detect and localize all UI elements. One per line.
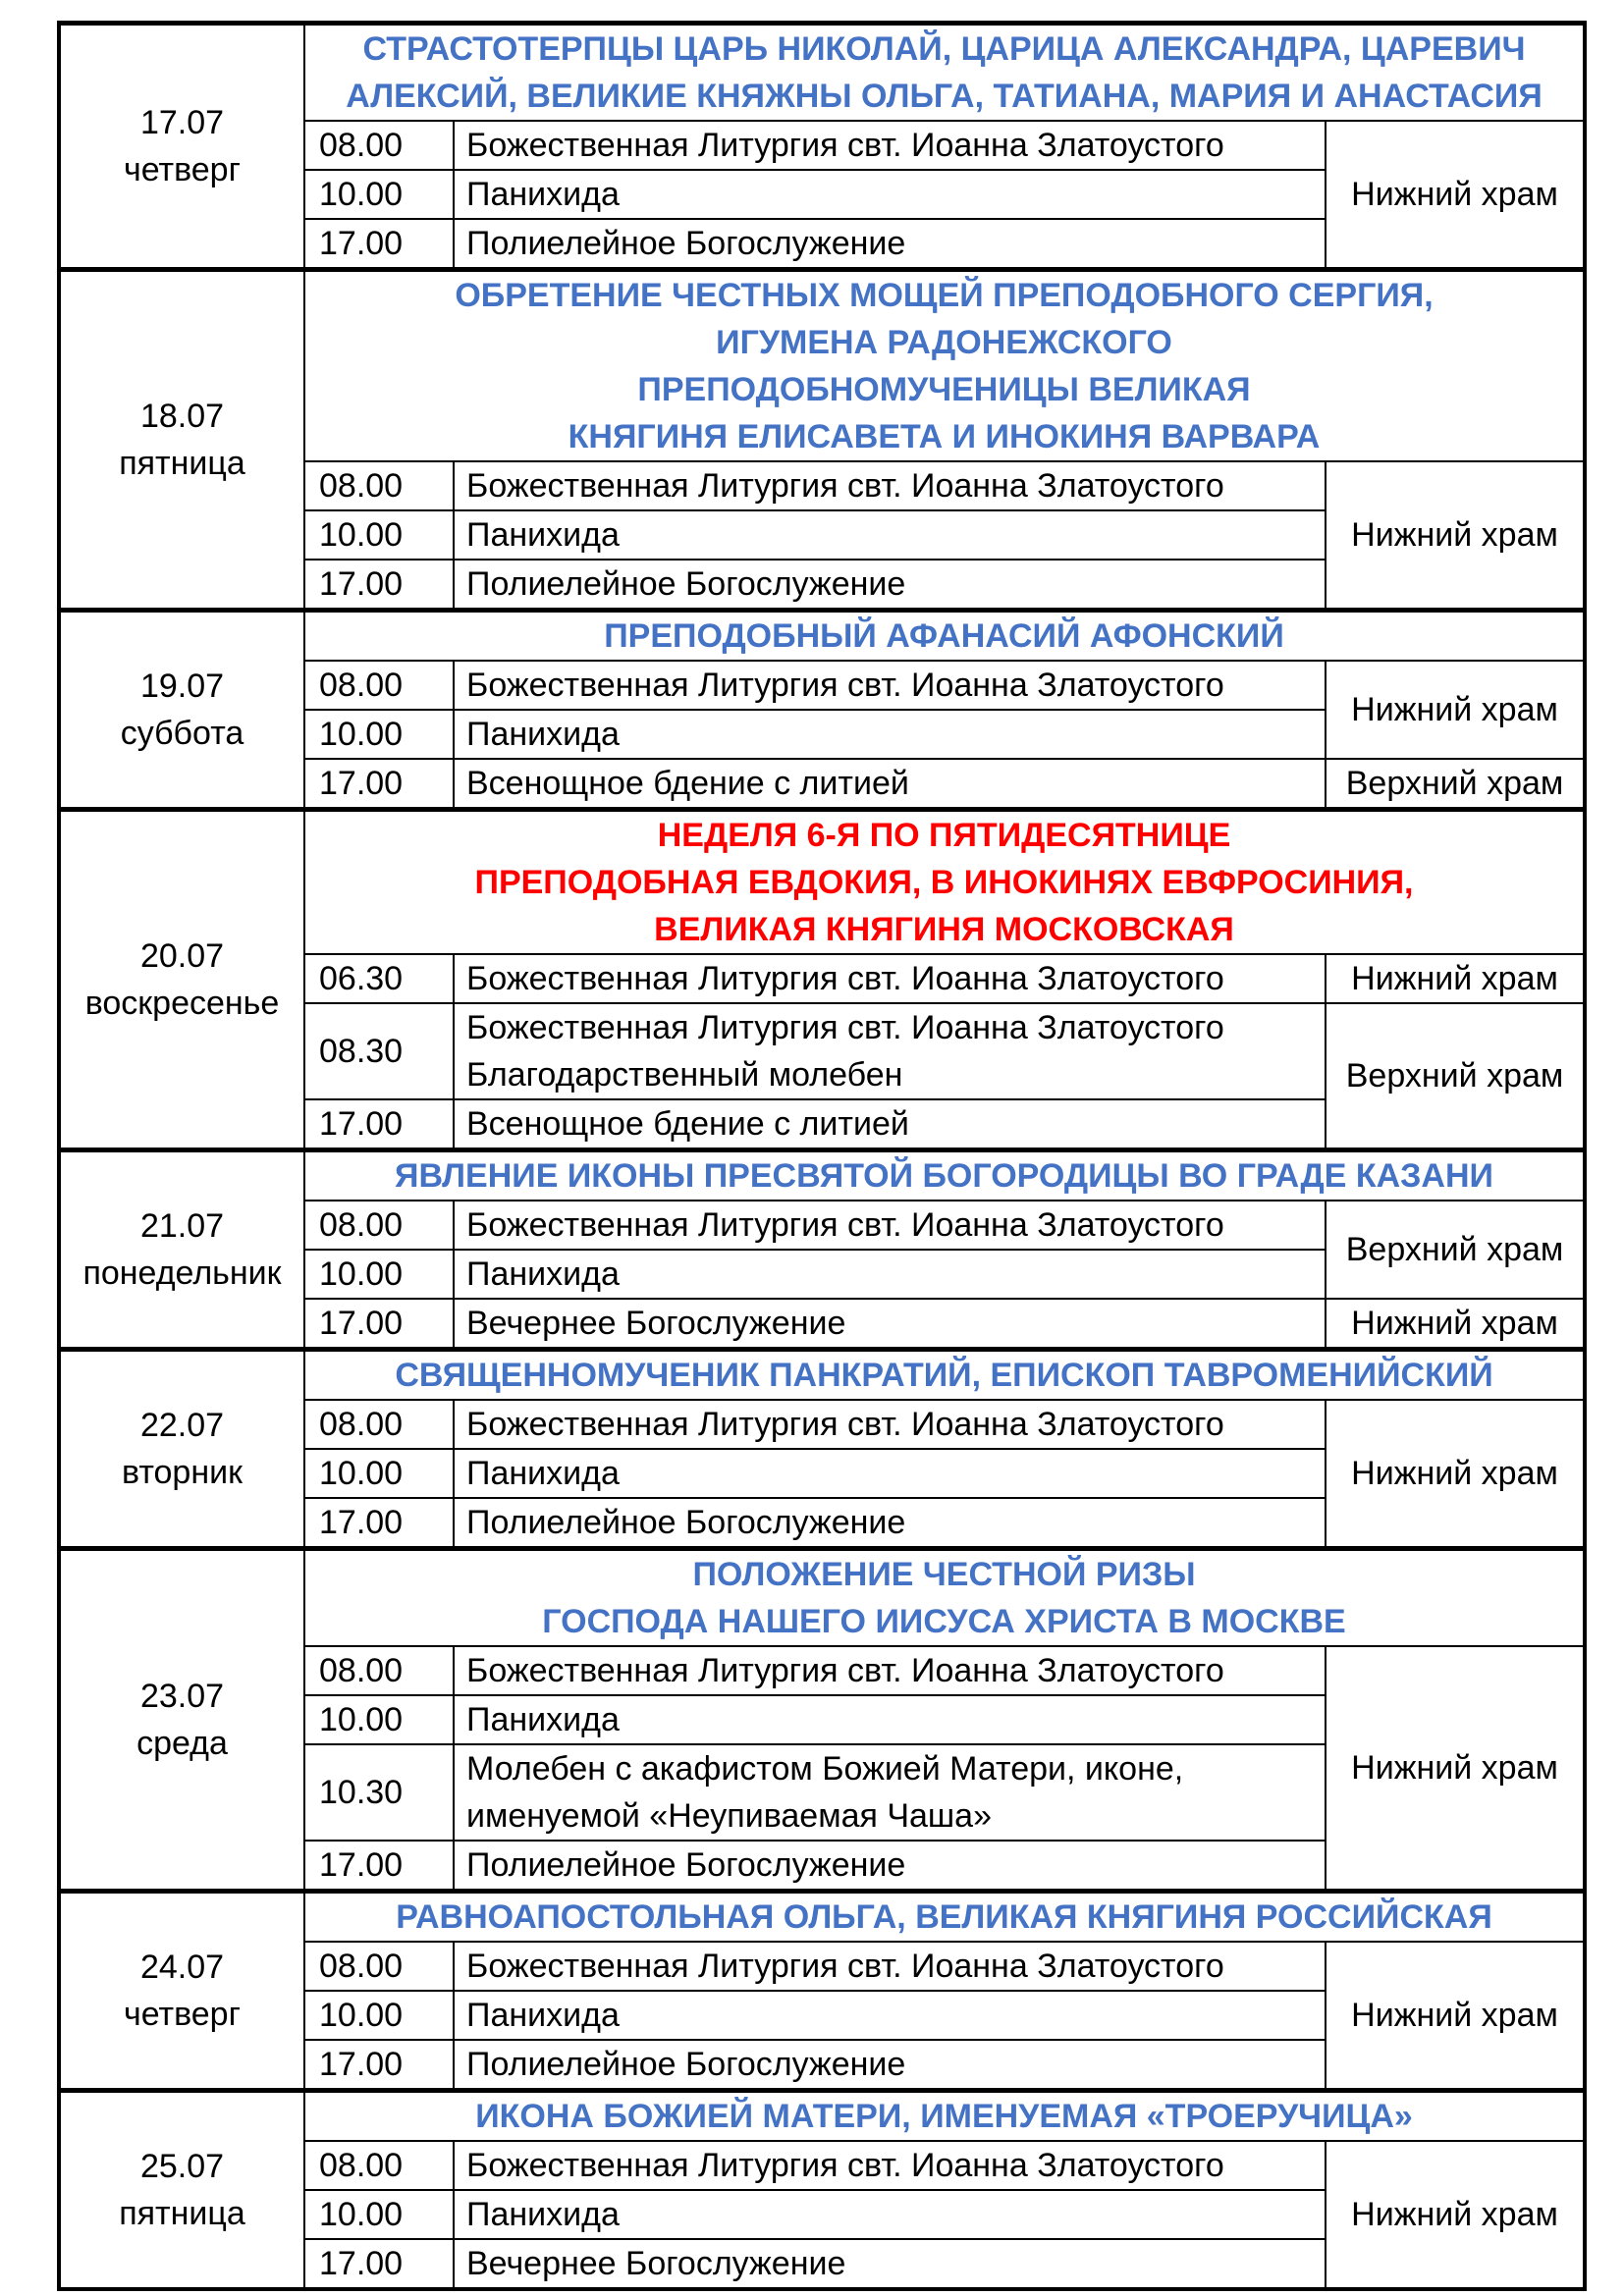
day-date: 20.07 <box>139 937 225 975</box>
service-name <box>454 661 1326 710</box>
service-name <box>454 954 1326 1003</box>
service-location: Верхний храм <box>1326 1201 1585 1299</box>
service-time: 10.00 <box>304 1991 454 2040</box>
day-date: 21.07 <box>139 1207 225 1245</box>
day-header-row <box>59 1350 1585 1401</box>
feast-title-line: ОБРЕТЕНИЕ ЧЕСТНЫХ МОЩЕЙ ПРЕПОДОБНОГО СЕРГИЯ, <box>455 277 1434 314</box>
service-time: 08.00 <box>304 661 454 710</box>
service-location: Нижний храм <box>1326 1299 1585 1350</box>
service-name-line: Вечернее Богослужение <box>466 2245 846 2282</box>
feast-title <box>304 1892 1585 1943</box>
day-date-cell <box>59 611 304 810</box>
feast-title <box>304 24 1585 122</box>
day-date: 17.07 <box>139 104 225 141</box>
day-header-row <box>59 2091 1585 2142</box>
service-time: 10.00 <box>304 1449 454 1498</box>
day-weekday: пятница <box>119 2195 245 2232</box>
day-header-row <box>59 810 1585 955</box>
service-name <box>454 560 1326 611</box>
service-time: 08.00 <box>304 1646 454 1695</box>
service-name <box>454 1646 1326 1695</box>
service-time: 10.00 <box>304 1695 454 1744</box>
service-name <box>454 1250 1326 1299</box>
day-weekday: среда <box>136 1725 228 1762</box>
service-name <box>454 1942 1326 1991</box>
day-header-row <box>59 1892 1585 1943</box>
service-time: 17.00 <box>304 1299 454 1350</box>
day-date: 24.07 <box>139 1949 225 1986</box>
service-location: Нижний храм <box>1326 1400 1585 1549</box>
feast-title-line: АЛЕКСИЙ, ВЕЛИКИЕ КНЯЖНЫ ОЛЬГА, ТАТИАНА, МАРИЯ И АНАСТАСИЯ <box>346 78 1543 115</box>
service-name-line: Божественная Литургия свт. Иоанна Златоустого <box>466 467 1224 505</box>
service-name <box>454 710 1326 759</box>
service-time: 17.00 <box>304 759 454 810</box>
service-name-line: Божественная Литургия свт. Иоанна Златоустого <box>466 1652 1224 1689</box>
feast-title <box>304 810 1585 955</box>
feast-title-line: ЯВЛЕНИЕ ИКОНЫ ПРЕСВЯТОЙ БОГОРОДИЦЫ ВО ГРАДЕ КАЗАНИ <box>395 1157 1493 1195</box>
service-name <box>454 1003 1326 1099</box>
service-time: 08.00 <box>304 2141 454 2190</box>
day-date: 18.07 <box>139 398 225 435</box>
service-time: 08.00 <box>304 461 454 510</box>
feast-title <box>304 270 1585 462</box>
service-name <box>454 170 1326 219</box>
feast-title <box>304 2091 1585 2142</box>
service-time: 17.00 <box>304 2040 454 2091</box>
service-name-line: Полиелейное Богослужение <box>466 2046 906 2083</box>
service-location: Верхний храм <box>1326 759 1585 810</box>
feast-title-line: ИКОНА БОЖИЕЙ МАТЕРИ, ИМЕНУЕМАЯ «ТРОЕРУЧИЦА» <box>475 2098 1413 2135</box>
service-location: Нижний храм <box>1326 661 1585 759</box>
service-name <box>454 1498 1326 1549</box>
service-name-line: Панихида <box>466 2196 620 2233</box>
service-name-line: Панихида <box>466 1455 620 1492</box>
service-name <box>454 2239 1326 2289</box>
service-time: 08.00 <box>304 1942 454 1991</box>
feast-title-line: ПРЕПОДОБНОМУЧЕНИЦЫ ВЕЛИКАЯ <box>637 371 1251 408</box>
day-weekday: пятница <box>119 445 245 482</box>
service-time: 17.00 <box>304 2239 454 2289</box>
day-date: 25.07 <box>139 2148 225 2185</box>
service-name-line: Божественная Литургия свт. Иоанна Златоустого <box>466 1948 1224 1985</box>
service-name-line: именуемой «Неупиваемая Чаша» <box>466 1797 993 1835</box>
day-weekday: суббота <box>120 715 244 752</box>
service-name-line: Панихида <box>466 1997 620 2034</box>
service-name <box>454 1991 1326 2040</box>
service-name-line: Панихида <box>466 176 620 213</box>
service-location: Нижний храм <box>1326 1646 1585 1892</box>
feast-title <box>304 1150 1585 1201</box>
service-name-line: Божественная Литургия свт. Иоанна Златоустого <box>466 667 1224 704</box>
service-name-line: Полиелейное Богослужение <box>466 565 906 603</box>
service-name <box>454 759 1326 810</box>
day-date: 22.07 <box>139 1407 225 1444</box>
service-name <box>454 121 1326 170</box>
feast-title <box>304 611 1585 662</box>
service-time: 10.00 <box>304 710 454 759</box>
service-name-line: Панихида <box>466 1701 620 1738</box>
day-weekday: четверг <box>124 151 241 188</box>
day-date-cell <box>59 1892 304 2091</box>
day-weekday: четверг <box>124 1996 241 2033</box>
service-name-line: Божественная Литургия свт. Иоанна Златоустого <box>466 1206 1224 1244</box>
day-header-row <box>59 1150 1585 1201</box>
day-date-cell <box>59 2091 304 2290</box>
service-name <box>454 1400 1326 1449</box>
service-name-line: Полиелейное Богослужение <box>466 225 906 262</box>
day-date-cell <box>59 270 304 611</box>
service-name-line: Панихида <box>466 716 620 753</box>
service-time: 10.00 <box>304 1250 454 1299</box>
service-name <box>454 1201 1326 1250</box>
service-name-line: Божественная Литургия свт. Иоанна Златоустого <box>466 1009 1224 1046</box>
service-time: 17.00 <box>304 1498 454 1549</box>
service-location: Нижний храм <box>1326 461 1585 611</box>
feast-title-line: НЕДЕЛЯ 6-Я ПО ПЯТИДЕСЯТНИЦЕ <box>657 817 1231 854</box>
day-header-row <box>59 24 1585 122</box>
service-name <box>454 2190 1326 2239</box>
service-name <box>454 1449 1326 1498</box>
service-location: Нижний храм <box>1326 2141 1585 2289</box>
service-location: Нижний храм <box>1326 954 1585 1003</box>
service-name <box>454 2040 1326 2091</box>
service-name-line: Полиелейное Богослужение <box>466 1846 906 1884</box>
feast-title-line: ПРЕПОДОБНАЯ ЕВДОКИЯ, В ИНОКИНЯХ ЕВФРОСИНИЯ, <box>474 864 1414 901</box>
service-name-line: Панихида <box>466 516 620 554</box>
service-time: 10.00 <box>304 510 454 560</box>
feast-title-line: СВЯЩЕННОМУЧЕНИК ПАНКРАТИЙ, ЕПИСКОП ТАВРОМЕНИЙСКИЙ <box>395 1357 1493 1394</box>
service-time: 17.00 <box>304 560 454 611</box>
service-name-line: Божественная Литургия свт. Иоанна Златоустого <box>466 2147 1224 2184</box>
service-name <box>454 219 1326 270</box>
day-header-row <box>59 611 1585 662</box>
day-date-cell <box>59 810 304 1150</box>
service-time: 08.00 <box>304 1400 454 1449</box>
feast-title <box>304 1549 1585 1647</box>
service-name-line: Всенощное бдение с литией <box>466 765 909 802</box>
day-date-cell <box>59 1150 304 1350</box>
service-time: 17.00 <box>304 1099 454 1150</box>
day-date: 23.07 <box>139 1678 225 1715</box>
service-name <box>454 510 1326 560</box>
service-name-line: Всенощное бдение с литией <box>466 1105 909 1143</box>
service-name-line: Панихида <box>466 1255 620 1293</box>
day-weekday: вторник <box>122 1454 243 1491</box>
day-weekday: понедельник <box>82 1255 282 1292</box>
service-name <box>454 1695 1326 1744</box>
service-time: 10.00 <box>304 2190 454 2239</box>
feast-title-line: ИГУМЕНА РАДОНЕЖСКОГО <box>716 324 1172 361</box>
feast-title-line: ГОСПОДА НАШЕГО ИИСУСА ХРИСТА В МОСКВЕ <box>542 1603 1346 1640</box>
feast-title <box>304 1350 1585 1401</box>
service-name-line: Молебен с акафистом Божией Матери, иконе, <box>466 1750 1184 1788</box>
day-header-row <box>59 270 1585 462</box>
service-name <box>454 1299 1326 1350</box>
service-name-line: Полиелейное Богослужение <box>466 1504 906 1541</box>
service-name-line: Вечернее Богослужение <box>466 1305 846 1342</box>
service-time: 17.00 <box>304 219 454 270</box>
feast-title-line: РАВНОАПОСТОЛЬНАЯ ОЛЬГА, ВЕЛИКАЯ КНЯГИНЯ РОССИЙСКАЯ <box>396 1898 1492 1936</box>
service-name-line: Божественная Литургия свт. Иоанна Златоустого <box>466 127 1224 164</box>
service-name <box>454 1841 1326 1892</box>
day-date-cell <box>59 1549 304 1892</box>
service-time: 06.30 <box>304 954 454 1003</box>
day-date-cell <box>59 24 304 270</box>
day-weekday: воскресенье <box>84 985 280 1022</box>
service-name <box>454 2141 1326 2190</box>
service-location: Верхний храм <box>1326 1003 1585 1150</box>
feast-title-line: ПРЕПОДОБНЫЙ АФАНАСИЙ АФОНСКИЙ <box>604 617 1284 655</box>
day-header-row <box>59 1549 1585 1647</box>
feast-title-line: ВЕЛИКАЯ КНЯГИНЯ МОСКОВСКАЯ <box>654 911 1234 948</box>
service-name-line: Божественная Литургия свт. Иоанна Златоустого <box>466 1406 1224 1443</box>
service-name <box>454 1744 1326 1841</box>
schedule-body <box>59 24 1585 2290</box>
service-time: 17.00 <box>304 1841 454 1892</box>
feast-title-line: КНЯГИНЯ ЕЛИСАВЕТА И ИНОКИНЯ ВАРВАРА <box>568 418 1321 455</box>
feast-title-line: ПОЛОЖЕНИЕ ЧЕСТНОЙ РИЗЫ <box>692 1556 1196 1593</box>
service-time: 08.00 <box>304 121 454 170</box>
service-location: Нижний храм <box>1326 121 1585 270</box>
service-name-line: Божественная Литургия свт. Иоанна Златоустого <box>466 960 1224 997</box>
service-time: 10.00 <box>304 170 454 219</box>
day-date-cell <box>59 1350 304 1549</box>
service-time: 08.00 <box>304 1201 454 1250</box>
service-schedule-table <box>57 21 1587 2291</box>
day-date: 19.07 <box>139 667 225 705</box>
service-name-line: Благодарственный молебен <box>466 1056 903 1094</box>
service-time: 10.30 <box>304 1744 454 1841</box>
service-time: 08.30 <box>304 1003 454 1099</box>
feast-title-line: СТРАСТОТЕРПЦЫ ЦАРЬ НИКОЛАЙ, ЦАРИЦА АЛЕКСАНДРА, ЦАРЕВИЧ <box>362 30 1526 68</box>
service-location: Нижний храм <box>1326 1942 1585 2091</box>
service-name <box>454 1099 1326 1150</box>
service-name <box>454 461 1326 510</box>
